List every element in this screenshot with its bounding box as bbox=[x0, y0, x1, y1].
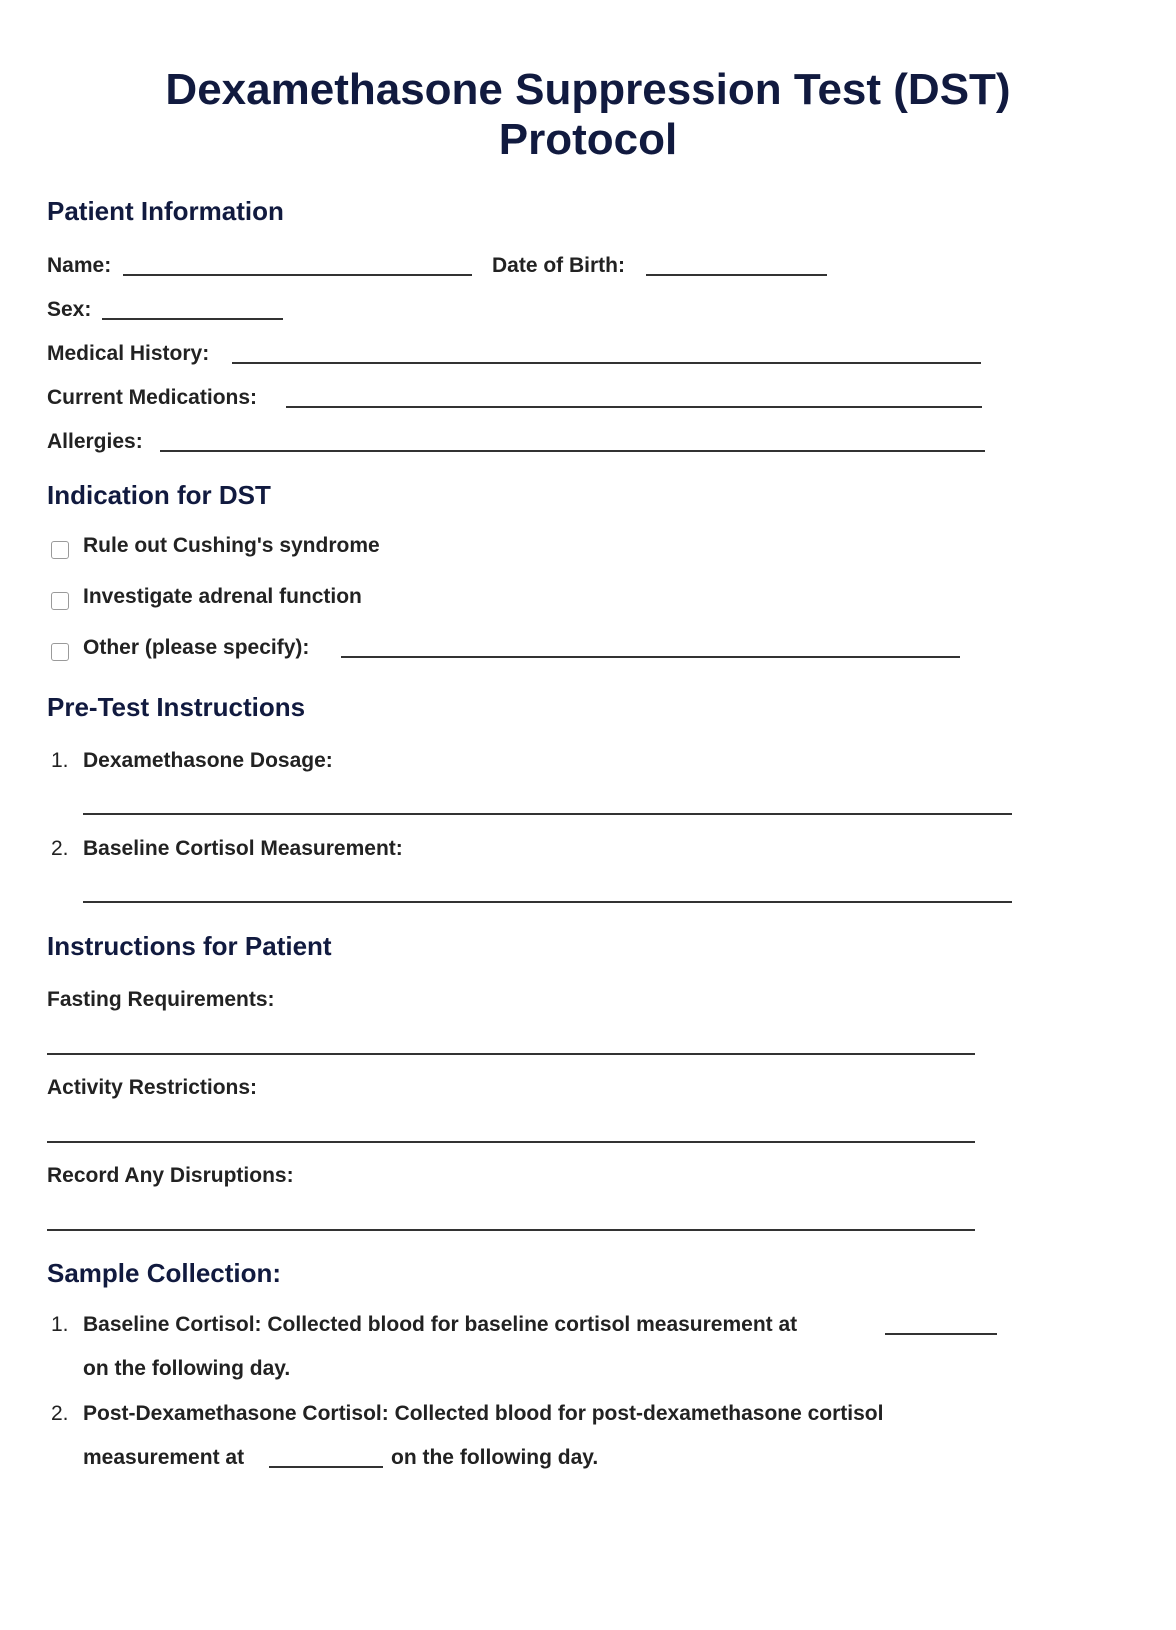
list-number: 1. bbox=[51, 749, 69, 772]
option-label: Rule out Cushing's syndrome bbox=[83, 534, 380, 557]
baseline-measurement-field[interactable] bbox=[83, 901, 1012, 903]
dob-label: Date of Birth: bbox=[492, 254, 625, 277]
current-medications-field[interactable] bbox=[286, 406, 982, 408]
disruptions-label: Record Any Disruptions: bbox=[47, 1164, 294, 1187]
section-heading-patient-information: Patient Information bbox=[47, 196, 284, 226]
list-number: 2. bbox=[51, 1402, 69, 1425]
option-label: Other (please specify): bbox=[83, 636, 310, 659]
section-heading-sample-collection: Sample Collection: bbox=[47, 1258, 282, 1288]
post-dex-text-end: on the following day. bbox=[391, 1446, 599, 1469]
page-title-line1: Dexamethasone Suppression Test (DST) bbox=[165, 65, 1011, 114]
current-medications-label: Current Medications: bbox=[47, 386, 258, 409]
option-label: Investigate adrenal function bbox=[83, 585, 362, 608]
dob-field[interactable] bbox=[646, 274, 827, 276]
section-heading-pretest: Pre-Test Instructions bbox=[47, 692, 306, 722]
baseline-time-field[interactable] bbox=[885, 1333, 997, 1335]
checkbox-rule-out-cushings[interactable] bbox=[51, 541, 69, 559]
checkbox-other[interactable] bbox=[51, 643, 69, 661]
dosage-label: Dexamethasone Dosage: bbox=[83, 749, 333, 772]
name-label: Name: bbox=[47, 254, 112, 277]
list-number: 1. bbox=[51, 1313, 69, 1336]
page-title-line2: Protocol bbox=[498, 115, 678, 164]
allergies-field[interactable] bbox=[160, 450, 985, 452]
post-dex-text-cont: measurement at bbox=[83, 1446, 245, 1469]
fasting-field[interactable] bbox=[47, 1053, 975, 1055]
fasting-label: Fasting Requirements: bbox=[47, 988, 275, 1011]
medical-history-label: Medical History: bbox=[47, 342, 210, 365]
post-dex-cortisol-text: Post-Dexamethasone Cortisol: Collected blood for post-dexamethasone cortisol bbox=[83, 1402, 884, 1425]
activity-label: Activity Restrictions: bbox=[47, 1076, 258, 1099]
activity-field[interactable] bbox=[47, 1141, 975, 1143]
name-field[interactable] bbox=[123, 274, 472, 276]
checkbox-adrenal-function[interactable] bbox=[51, 592, 69, 610]
baseline-cortisol-text-cont: on the following day. bbox=[83, 1357, 291, 1380]
dosage-field[interactable] bbox=[83, 813, 1012, 815]
disruptions-field[interactable] bbox=[47, 1229, 975, 1231]
section-heading-indication: Indication for DST bbox=[47, 480, 271, 510]
sex-field[interactable] bbox=[102, 318, 283, 320]
list-number: 2. bbox=[51, 837, 69, 860]
baseline-cortisol-text: Baseline Cortisol: Collected blood for baseline cortisol measurement at bbox=[83, 1313, 798, 1336]
section-heading-patient-instructions: Instructions for Patient bbox=[47, 931, 332, 961]
allergies-label: Allergies: bbox=[47, 430, 143, 453]
baseline-measurement-label: Baseline Cortisol Measurement: bbox=[83, 837, 403, 860]
other-specify-field[interactable] bbox=[341, 656, 960, 658]
medical-history-field[interactable] bbox=[232, 362, 981, 364]
sex-label: Sex: bbox=[47, 298, 92, 321]
post-dex-time-field[interactable] bbox=[269, 1466, 383, 1468]
